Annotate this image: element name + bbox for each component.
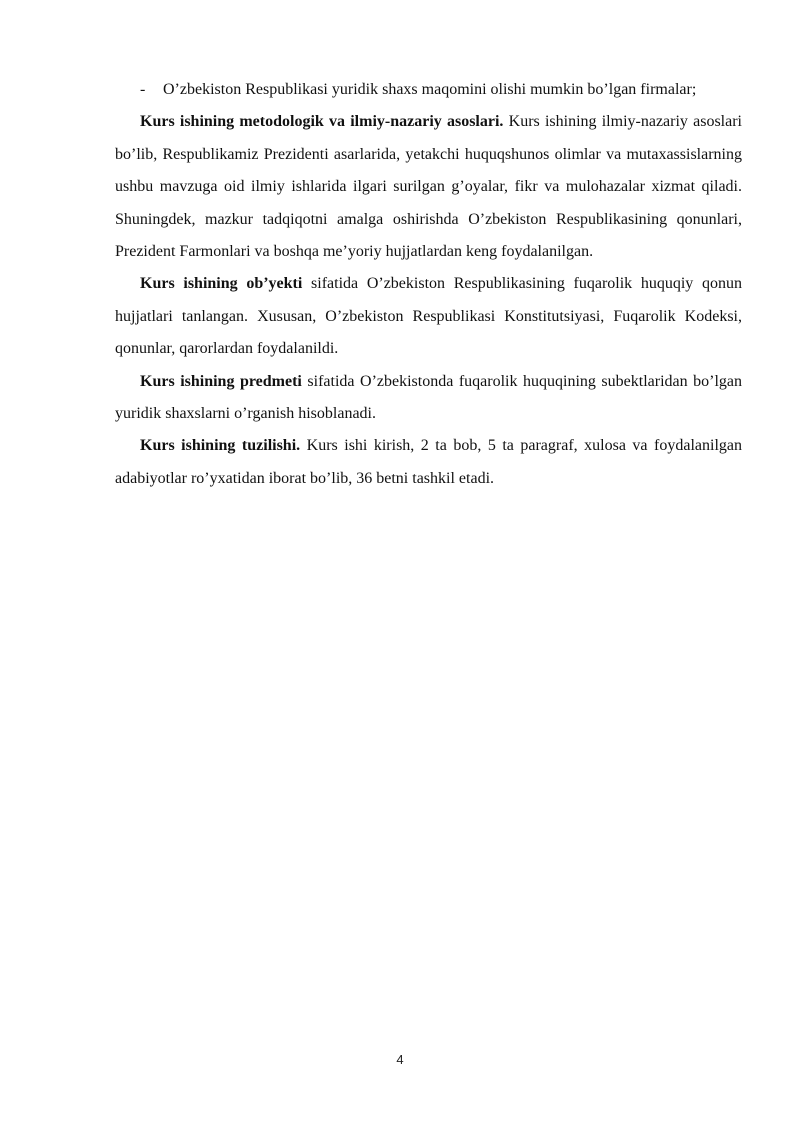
paragraph-heading: Kurs ishining predmeti	[140, 372, 302, 390]
paragraph-heading: Kurs ishining ob’yekti	[140, 275, 303, 293]
paragraph-text: Kurs ishi kirish, 2 ta bob, 5 ta paragraf, xulosa va foydalanilgan adabiyotlar ro’yxatidan iborat bo’lib, 36 betni tashkil etadi.	[115, 437, 742, 487]
page-number: 4	[396, 1052, 404, 1067]
bullet-dash: -	[140, 81, 146, 98]
paragraph-text: sifatida O’zbekiston Respublikasining fuqarolik huquqiy qonun hujjatlari tanlangan. Xususan, O’zbekiston Respublikasi Konstitutsiyasi, Fuqarolik Kodeksi, qonunlar, qarorlardan foydalanildi.	[115, 275, 742, 358]
paragraph-text: Kurs ishining ilmiy-nazariy asoslari bo’lib, Respublikamiz Prezidenti asarlarida, yetakchi huquqshunos olimlar va mutaxassislarning ushbu mavzuga oid ilmiy ishlarida ilgari surilgan g’oyalar, fikr va mulohazalar xizmat qiladi. Shuningdek, mazkur tadqiqotni amalga oshirishda O’zbekiston Respublikasining qonunlari, Prezident Farmonlari va boshqa me’yoriy hujjatlardan keng foydalanilgan.	[115, 113, 743, 261]
document-body	[115, 74, 742, 495]
paragraph-object	[115, 268, 742, 365]
paragraph-structure	[115, 430, 742, 495]
bullet-text: O’zbekiston Respublikasi yuridik shaxs maqomini olishi mumkin bo’lgan firmalar;	[163, 81, 697, 98]
paragraph-heading: Kurs ishining metodologik va ilmiy-nazariy asoslari.	[140, 113, 504, 131]
paragraph-heading: Kurs ishining tuzilishi.	[140, 437, 301, 455]
paragraph-text: sifatida O’zbekistonda fuqarolik huquqining subektlaridan bo’lgan yuridik shaxslarni o’rganish hisoblanadi.	[115, 372, 743, 423]
paragraph-subject	[115, 366, 742, 431]
list-item	[140, 74, 742, 106]
paragraph-methodology	[115, 106, 742, 268]
